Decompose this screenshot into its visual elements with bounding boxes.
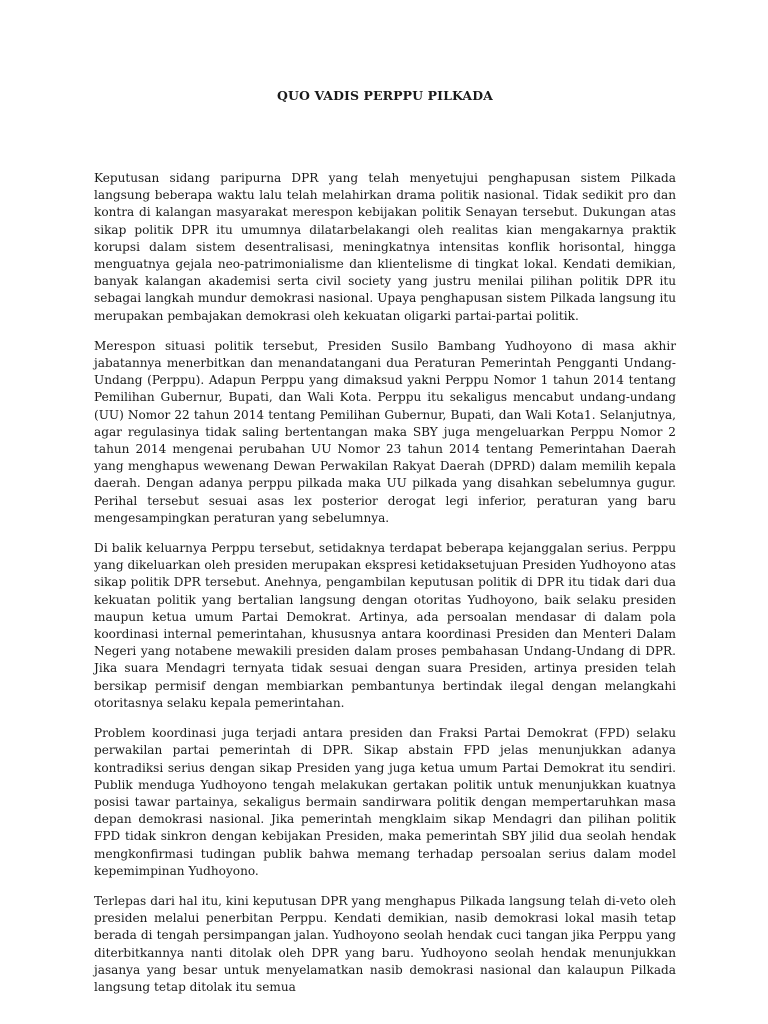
paragraph-1: Keputusan sidang paripurna DPR yang telah menyetujui penghapusan sistem Pilkada langsung beberapa waktu lalu telah melahirkan drama politik nasional. Tidak sedikit pro dan kontra di kalangan masyarakat merespon kebijakan politik Senayan tersebut. Dukungan atas sikap politik DPR itu umumnya dilatarbelakangi oleh realitas kian mengakarnya praktik korupsi dalam sistem desentralisasi, meningkatnya intensitas konflik horisontal, hingga menguatnya gejala neo-patrimonialisme dan klientelisme di tingkat lokal. Kendati demikian, banyak kalangan akademisi serta civil society yang justru menilai pilihan politik DPR itu sebagai langkah mundur demokrasi nasional. Upaya penghapusan sistem Pilkada langsung itu merupakan pembajakan demokrasi oleh kekuatan oligarki partai-partai politik.: [94, 171, 676, 323]
document-page: [94, 0, 676, 1009]
paragraph-2: Merespon situasi politik tersebut, Presiden Susilo Bambang Yudhoyono di masa akhir jabatannya menerbitkan dan menandatangani dua Peraturan Pemerintah Pengganti Undang-Undang (Perppu). Adapun Perppu yang dimaksud yakni Perppu Nomor 1 tahun 2014 tentang Pemilihan Gubernur, Bupati, dan Wali Kota. Perppu itu sekaligus mencabut undang-undang (UU) Nomor 22 tahun 2014 tentang Pemilihan Gubernur, Bupati, dan Wali Kota1. Selanjutnya, agar regulasinya tidak saling bertentangan maka SBY juga mengeluarkan Perppu Nomor 2 tahun 2014 mengenai perubahan UU Nomor 23 tahun 2014 tentang Pemerintahan Daerah yang menghapus wewenang Dewan Perwakilan Rakyat Daerah (DPRD) dalam memilih kepala daerah. Dengan adanya perppu pilkada maka UU pilkada yang disahkan sebelumnya gugur. Perihal tersebut sesuai asas lex posterior derogat legi inferior, peraturan yang baru mengesampingkan peraturan yang sebelumnya.: [94, 338, 676, 525]
paragraph-3: Di balik keluarnya Perppu tersebut, setidaknya terdapat beberapa kejanggalan serius. Perppu yang dikeluarkan oleh presiden merupakan ekspresi ketidaksetujuan Presiden Yudhoyono atas sikap politik DPR tersebut. Anehnya, pengambilan keputusan politik di DPR itu tidak dari dua kekuatan politik yang bertalian langsung dengan otoritas Yudhoyono, baik selaku presiden maupun ketua umum Partai Demokrat. Artinya, ada persoalan mendasar di dalam pola koordinasi internal pemerintahan, khususnya antara koordinasi Presiden dan Menteri Dalam Negeri yang notabene mewakili presiden dalam proses pembahasan Undang-Undang di DPR. Jika suara Mendagri ternyata tidak sesuai dengan suara Presiden, artinya presiden telah bersikap permisif dengan membiarkan pembantunya bertindak ilegal dengan melangkahi otoritasnya selaku kepala pemerintahan.: [94, 541, 676, 710]
document-body: [94, 170, 676, 996]
paragraph-4: Problem koordinasi juga terjadi antara presiden dan Fraksi Partai Demokrat (FPD) selaku perwakilan partai pemerintah di DPR. Sikap abstain FPD jelas menunjukkan adanya kontradiksi serius dengan sikap Presiden yang juga ketua umum Partai Demokrat itu sendiri. Publik menduga Yudhoyono tengah melakukan gertakan politik untuk menunjukkan kuatnya posisi tawar partainya, sekaligus bermain sandirwara politik dengan mempertaruhkan masa depan demokrasi nasional. Jika pemerintah mengklaim sikap Mendagri dan pilihan politik FPD tidak sinkron dengan kebijakan Presiden, maka pemerintah SBY jilid dua seolah hendak mengkonfirmasi tudingan publik bahwa memang terhadap persoalan serius dalam model kepemimpinan Yudhoyono.: [94, 726, 676, 878]
paragraph-5: Terlepas dari hal itu, kini keputusan DPR yang menghapus Pilkada langsung telah di-veto oleh presiden melalui penerbitan Perppu. Kendati demikian, nasib demokrasi lokal masih tetap berada di tengah persimpangan jalan. Yudhoyono seolah hendak cuci tangan jika Perppu yang diterbitkannya nanti ditolak oleh DPR yang baru. Yudhoyono seolah hendak menunjukkan jasanya yang besar untuk menyelamatkan nasib demokrasi nasional dan kalaupun Pilkada langsung tetap ditolak itu semua: [94, 893, 676, 994]
document-title: QUO VADIS PERPPU PILKADA: [277, 88, 493, 103]
